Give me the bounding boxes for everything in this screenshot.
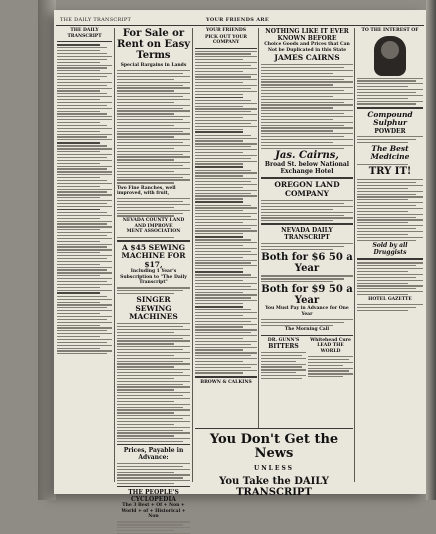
ad-prices-title: Prices, Payable in Advance:	[123, 447, 184, 462]
ad-for-sale-subtitle: Special Bargains in Lands	[120, 63, 187, 68]
column-3	[195, 28, 257, 484]
column-rule	[192, 28, 193, 482]
ad-sewing-machine-title: A $45 SEWING MACHINE FOR $17,	[121, 242, 186, 269]
compound-title: Compound Sulphur	[367, 109, 413, 128]
column-5	[357, 28, 423, 484]
try-it: TRY IT!	[368, 166, 412, 178]
bottom-ad-line-1: You Don't Get the News	[209, 432, 339, 461]
ad-for-sale-title: For Sale or Rent on Easy Terms	[117, 28, 191, 61]
advance-notice: You Must Pay in Advance for One Year	[265, 306, 349, 317]
nevada-transcript-title: NEVADA DAILY TRANSCRIPT	[281, 227, 333, 242]
gunn-title: DR. GUNN'S	[267, 337, 300, 343]
col3-footer: BROWN & CALKINS	[200, 379, 252, 385]
column-4	[261, 28, 353, 484]
compound-powder: POWDER	[374, 127, 406, 135]
sold-by: Sold by all Druggists	[372, 242, 408, 257]
page-edge	[426, 0, 436, 500]
cairns-headline: NOTHING LIKE IT EVER KNOWN BEFORE	[265, 28, 349, 42]
ad-sewing-machine-subtitle: Including 1 Year's Subscription to "The Daily Transcript"	[120, 269, 187, 286]
cairns-name: JAMES CAIRNS	[274, 53, 340, 62]
column-rule	[114, 28, 115, 482]
both-offer-2: Both for $9 50 a Year	[261, 284, 353, 307]
cairns-subheadline: Choice Goods and Prices that Can Not be Duplicated in this State	[264, 42, 350, 53]
column-1	[57, 28, 112, 484]
hotel-gazette: HOTEL GAZETTE	[368, 296, 412, 302]
cairns-body	[261, 64, 353, 149]
column-rule	[354, 28, 355, 482]
col1-title: THE DAILY TRANSCRIPT	[67, 28, 102, 39]
ad-ranches-title: Two Fine Ranches, well improved, with fruit,	[117, 185, 176, 196]
ad-singer-body	[117, 323, 190, 442]
newspaper-page	[54, 10, 426, 520]
both-offer-1: Both for $6 50 a Year	[261, 251, 353, 274]
bottom-transcript-ad	[195, 428, 353, 498]
ad-cyclopedia-subtitle: The 3 Best + Of + Non + World + of + Historical + Non	[121, 503, 186, 520]
header-left: THE DAILY TRANSCRIPT	[60, 17, 132, 23]
column-rule	[258, 28, 259, 482]
ad-cyclopedia-title: THE PEOPLE'S CYCLOPEDIA	[128, 489, 179, 504]
col3-listings	[195, 51, 257, 374]
best-medicine: The Best Medicine	[370, 143, 410, 162]
col1-text-block	[57, 44, 112, 354]
col5-head: TO THE INTEREST OF	[361, 28, 419, 33]
bottom-ad-line-2: UNLESS	[253, 465, 295, 472]
header-center: YOUR FRIENDS ARE	[206, 17, 269, 23]
ad-for-sale-body	[117, 70, 190, 183]
gunn-bitters: BITTERS	[268, 343, 299, 351]
page-header	[56, 14, 424, 26]
bottom-ad-line-3: You Take the DAILY TRANSCRIPT	[219, 476, 329, 498]
col3-banner: YOUR FRIENDS	[205, 28, 247, 33]
whitehead-title: Whitehead Cure	[310, 337, 351, 343]
ad-ranches-body	[117, 198, 190, 216]
whitehead-lead: LEAD THE WORLD	[317, 343, 344, 354]
column-2	[117, 28, 191, 520]
cairns-address: Broad St. below National Exchange Hotel	[264, 161, 350, 176]
cairns-signature: Jas. Cairns,	[275, 150, 339, 162]
ad-land-assoc-a: NEVADA COUNTY LAND AND IMPROVE	[122, 218, 185, 229]
oregon-land-title: OREGON LAND COMPANY	[274, 180, 340, 198]
col3-head: PICK OUT YOUR COMPANY	[204, 34, 248, 45]
ad-singer-title: SINGER SEWING MACHINES	[129, 295, 178, 321]
portrait-engraving	[374, 36, 406, 76]
morning-call: The Morning Call	[284, 327, 330, 333]
ad-land-assoc-b: MENT ASSOCIATION	[126, 229, 181, 235]
